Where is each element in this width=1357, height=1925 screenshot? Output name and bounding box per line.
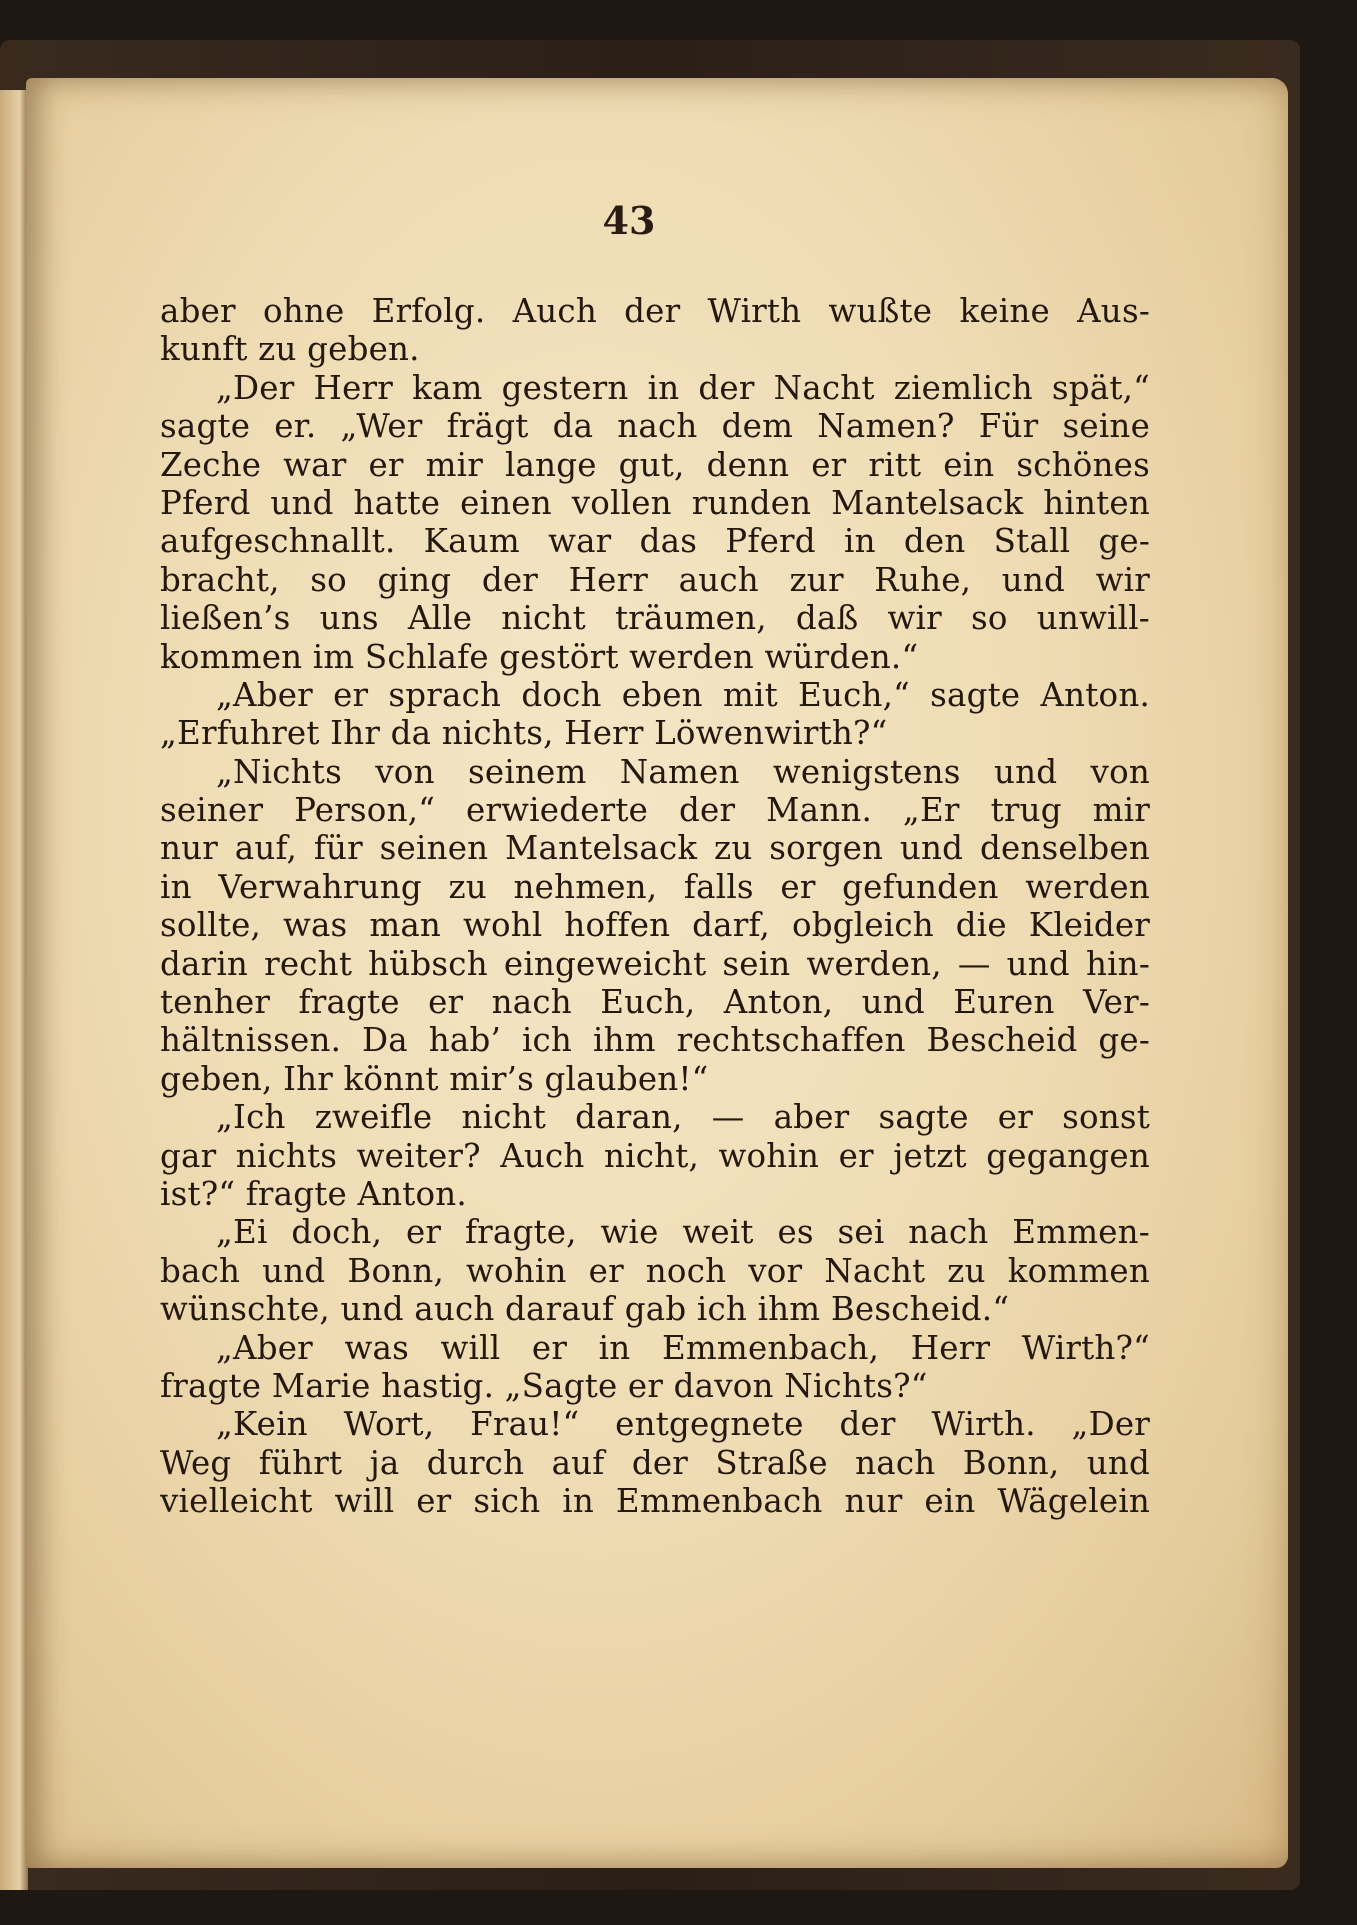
text-line: tenher fragte er nach Euch, Anton, und Euren Ver- (160, 983, 1150, 1022)
text-line: hältnissen. Da hab’ ich ihm rechtschaffen Bescheid ge- (160, 1021, 1150, 1060)
text-line: Weg führt ja durch auf der Straße nach Bonn, und (160, 1443, 1150, 1482)
text-line: seiner Person,“ erwiederte der Mann. „Er trug mir (160, 791, 1150, 830)
text-line: nur auf, für seinen Mantelsack zu sorgen und denselben (160, 829, 1150, 868)
text-line: wünschte, und auch darauf gab ich ihm Bescheid.“ (160, 1290, 1010, 1329)
page-text-block (160, 292, 1150, 1521)
page-number: 43 (602, 198, 656, 243)
text-line: kunft zu geben. (160, 330, 420, 369)
text-line: sagte er. „Wer frägt da nach dem Namen? Für seine (160, 407, 1150, 446)
text-line: ließen’s uns Alle nicht träumen, daß wir so unwill- (160, 599, 1150, 638)
text-line: geben, Ihr könnt mir’s glauben!“ (160, 1059, 709, 1098)
text-line: sollte, was man wohl hoffen darf, obgleich die Kleider (160, 906, 1150, 945)
text-line: Pferd und hatte einen vollen runden Mantelsack hinten (160, 483, 1150, 522)
text-line: „Nichts von seinem Namen wenigstens und von (216, 752, 1150, 791)
text-line: fragte Marie hastig. „Sagte er davon Nichts?“ (160, 1366, 928, 1405)
text-line: „Ei doch, er fragte, wie weit es sei nach Emmen- (216, 1213, 1150, 1252)
text-line: „Ich zweifle nicht daran, — aber sagte er sonst (216, 1098, 1150, 1137)
text-line: bach und Bonn, wohin er noch vor Nacht zu kommen (160, 1251, 1150, 1290)
text-line: „Aber er sprach doch eben mit Euch,“ sagte Anton. (216, 675, 1150, 714)
text-line: kommen im Schlafe gestört werden würden.“ (160, 637, 919, 676)
text-line: vielleicht will er sich in Emmenbach nur ein Wägelein (160, 1482, 1150, 1521)
text-line: gar nichts weiter? Auch nicht, wohin er jetzt gegangen (160, 1136, 1150, 1175)
text-line: „Kein Wort, Frau!“ entgegnete der Wirth. „Der (216, 1405, 1150, 1444)
text-line: „Erfuhret Ihr da nichts, Herr Löwenwirth?“ (160, 714, 888, 753)
text-line: „Aber was will er in Emmenbach, Herr Wirth?“ (216, 1328, 1150, 1367)
text-line: ist?“ fragte Anton. (160, 1174, 467, 1213)
text-line: „Der Herr kam gestern in der Nacht ziemlich spät,“ (216, 368, 1150, 407)
text-line: aufgeschnallt. Kaum war das Pferd in den Stall ge- (160, 522, 1150, 561)
text-line: in Verwahrung zu nehmen, falls er gefunden werden (160, 867, 1150, 906)
book-page (26, 78, 1288, 1868)
text-line: darin recht hübsch eingeweicht sein werden, — und hin- (160, 944, 1150, 983)
text-line: bracht, so ging der Herr auch zur Ruhe, und wir (160, 560, 1150, 599)
text-line: aber ohne Erfolg. Auch der Wirth wußte keine Aus- (160, 292, 1150, 330)
text-line: Zeche war er mir lange gut, denn er ritt ein schönes (160, 445, 1150, 484)
book-spine-edge (0, 90, 28, 1890)
